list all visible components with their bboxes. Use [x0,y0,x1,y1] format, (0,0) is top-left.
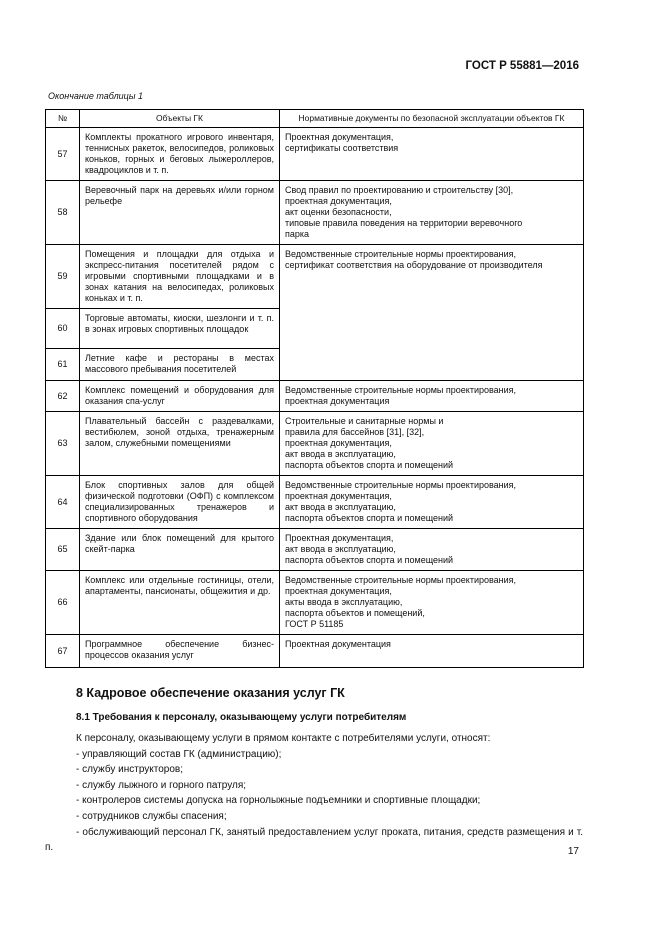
table-row [46,128,584,181]
document-line: акт оценки безопасности, [285,207,392,217]
document-line: проектная документация, [285,586,392,596]
page-number: 17 [567,846,579,857]
table-row [46,635,584,668]
row-object: Блок спортивных залов для общей физической подготовки (ОФП) с комплексом специализированных тренажеров и спортивного оборудования [80,476,280,529]
table-row [46,349,584,381]
document-line: Свод правил по проектированию и строительству [30], [285,185,514,195]
table-body [46,128,584,668]
table-caption: Окончание таблицы 1 [48,91,143,101]
list-item: - управляющий состав ГК (администрацию); [76,748,282,760]
document-line: Ведомственные строительные нормы проектирования, [285,480,517,490]
document-line: парка [285,229,310,239]
row-documents [280,309,584,349]
document-line: Проектная документация [285,639,391,649]
row-number: 64 [46,476,80,529]
column-header-number: № [46,110,80,128]
table-row [46,245,584,309]
column-header-documents: Нормативные документы по безопасной эксплуатации объектов ГК [280,110,584,128]
row-object: Комплекты прокатного игрового инвентаря, теннисных ракеток, велосипедов, роликовых коньков, горных и беговых лыжероллеров, квадроциклов и т. п. [80,128,280,181]
document-line: акт ввода в эксплуатацию, [285,544,396,554]
document-line: типовые правила поведения на территории веревочного [285,218,523,228]
list-item: - контролеров системы допуска на горнолыжные подъемники и спортивные площадки; [76,795,481,807]
table-header-row [46,110,584,128]
row-object: Плавательный бассейн с раздевалками, вестибюлем, зоной отдыха, тренажерным залом, служебными помещениями [80,412,280,476]
list-item: - обслуживающий персонал ГК, занятый предоставлением услуг проката, питания, средств размещения и т. п. [45,826,583,854]
list-item: - службу инструкторов; [76,764,184,776]
row-documents [280,635,584,668]
document-line: правила для бассейнов [31], [32], [285,427,425,437]
document-line: Строительные и санитарные нормы и [285,416,444,426]
table-row [46,412,584,476]
table-row [46,381,584,412]
row-documents [280,349,584,381]
document-line: Ведомственные строительные нормы проектирования, [285,575,517,585]
row-documents [280,245,584,309]
objects-table [45,109,584,668]
document-line: акт ввода в эксплуатацию, [285,502,396,512]
document-line: акты ввода в эксплуатацию, [285,597,403,607]
table-row [46,181,584,245]
row-documents [280,381,584,412]
section-body [45,731,583,856]
row-documents [280,128,584,181]
section-intro: К персоналу, оказывающему услуги в прямом контакте с потребителями услуги, относят: [76,733,491,744]
row-object: Веревочный парк на деревьях и/или горном рельефе [80,181,280,245]
document-line: проектная документация, [285,438,392,448]
table-row [46,529,584,571]
row-number: 61 [46,349,80,381]
document-line: ГОСТ Р 51185 [285,619,344,629]
table-row [46,571,584,635]
row-number: 58 [46,181,80,245]
document-line: сертификат соответствия на оборудование от производителя [285,260,543,270]
document-line: проектная документация, [285,491,392,501]
list-item: - сотрудников службы спасения; [76,810,227,822]
row-number: 67 [46,635,80,668]
subsection-title: 8.1 Требования к персоналу, оказывающему услуги потребителям [76,712,407,723]
row-documents [280,412,584,476]
row-number: 59 [46,245,80,309]
document-line: Ведомственные строительные нормы проектирования, [285,385,517,395]
document-line: проектная документация, [285,196,392,206]
document-line: Проектная документация, [285,132,394,142]
list-item: - службу лыжного и горного патруля; [76,779,247,791]
personnel-list [45,747,583,856]
row-number: 60 [46,309,80,349]
row-object: Помещения и площадки для отдыха и экспресс-питания посетителей рядом с игровыми спортивными площадками и в зонах катания на велосипедах, роликовых коньках и т. п. [80,245,280,309]
row-number: 66 [46,571,80,635]
document-line: паспорта объектов и помещений, [285,608,425,618]
row-object: Комплекс или отдельные гостиницы, отели, апартаменты, пансионаты, общежития и др. [80,571,280,635]
row-number: 65 [46,529,80,571]
document-line: акт ввода в эксплуатацию, [285,449,396,459]
row-documents [280,529,584,571]
document-line: Проектная документация, [285,533,394,543]
row-number: 57 [46,128,80,181]
section-title: 8 Кадровое обеспечение оказания услуг ГК [76,686,345,700]
row-object: Летние кафе и рестораны в местах массового пребывания посетителей [80,349,280,381]
table-row [46,309,584,349]
table-row [46,476,584,529]
document-line: сертификаты соответствия [285,143,399,153]
row-number: 62 [46,381,80,412]
document-line: паспорта объектов спорта и помещений [285,460,454,470]
row-object: Торговые автоматы, киоски, шезлонги и т. п. в зонах игровых спортивных площадок [80,309,280,349]
row-object: Программное обеспечение бизнес-процессов оказания услуг [80,635,280,668]
row-number: 63 [46,412,80,476]
row-object: Комплекс помещений и оборудования для оказания спа-услуг [80,381,280,412]
document-line: паспорта объектов спорта и помещений [285,555,454,565]
row-documents [280,181,584,245]
document-line: паспорта объектов спорта и помещений [285,513,454,523]
row-documents [280,476,584,529]
column-header-objects: Объекты ГК [80,110,280,128]
row-documents [280,571,584,635]
row-object: Здание или блок помещений для крытого скейт-парка [80,529,280,571]
document-id: ГОСТ Р 55881—2016 [465,60,579,72]
document-line: Ведомственные строительные нормы проектирования, [285,249,517,259]
document-line: проектная документация [285,396,390,406]
